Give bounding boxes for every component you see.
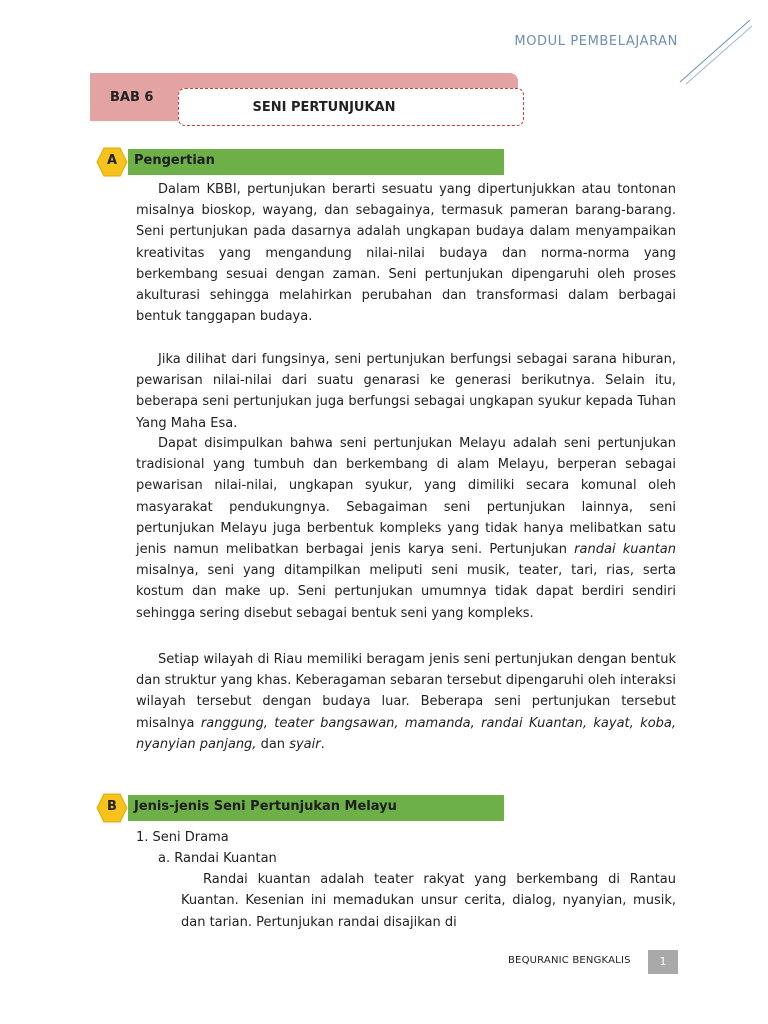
paragraph-riau-variety	[136, 649, 676, 755]
paragraph-riau-text-1: Setiap wilayah di Riau memiliki beragam jenis seni pertunjukan dengan bentuk dan struktur yang khas. Keberagaman sebaran tersebut dipengaruhi oleh interaksi wilayah tersebut dengan budaya luar. Beberapa seni pertunjukan tersebut misalnya	[136, 652, 676, 731]
paragraph-function: Jika dilihat dari fungsinya, seni pertunjukan berfungsi sebagai sarana hiburan, pewarisan nilai-nilai dari suatu genarasi ke generasi berikutnya. Selain itu, beberapa seni pertunjukan juga berfungsi sebagai ungkapan syukur kepada Tuhan Yang Maha Esa.	[136, 352, 676, 431]
page-number: 1	[648, 950, 678, 974]
section-b-letter: B	[107, 799, 117, 814]
paragraph-conclusion	[136, 433, 676, 624]
paragraph-riau-italic-2: syair	[289, 736, 321, 752]
section-b-title: Jenis-jenis Seni Pertunjukan Melayu	[134, 799, 397, 814]
corner-decoration-lines	[674, 18, 754, 88]
list-item-seni-drama: 1. Seni Drama	[136, 830, 229, 845]
paragraph-conclusion-text-1: Dapat disimpulkan bahwa seni pertunjukan Melayu adalah seni pertunjukan tradisional yang tumbuh dan berkembang di alam Melayu, berperan sebagai pewarisan nilai-nilai, ungkapan syukur, yang dimiliki secara komunal oleh masyarakat pendukungnya. Sebagaiman seni pertunjukan lainnya, seni pertunjukan Melayu juga berbentuk kompleks yang tidak hanya melibatkan satu jenis namun melibatkan berbagai jenis karya seni. Pertunjukan	[136, 436, 676, 558]
module-header-title: MODUL PEMBELAJARAN	[514, 34, 678, 49]
paragraph-riau-italic-1: ranggung, teater bangsawan, mamanda, randai Kuantan, kayat, koba, nyanyian panjang,	[136, 715, 676, 752]
section-a-title: Pengertian	[134, 153, 215, 168]
paragraph-riau-text-2: dan	[256, 736, 290, 752]
chapter-title: SENI PERTUNJUKAN	[252, 100, 396, 115]
list-item-randai-kuantan: a. Randai Kuantan	[158, 851, 277, 866]
footer-publisher: BEQURANIC BENGKALIS	[508, 955, 631, 966]
paragraph-definition: Dalam KBBI, pertunjukan berarti sesuatu yang dipertunjukkan atau tontonan misalnya bioskop, wayang, dan sebagainya, termasuk pameran barang-barang. Seni pertunjukan pada dasarnya adalah ungkapan budaya dalam menyampaikan kreativitas yang mengandung nilai-nilai budaya dan norma-norma yang berkembang sesuai dengan zaman. Seni pertunjukan dipengaruhi oleh proses akulturasi sehingga melahirkan perubahan dan transformasi dalam berbagai bentuk tanggapan budaya.	[136, 182, 676, 325]
paragraph-conclusion-text-2: misalnya, seni yang ditampilkan meliputi seni musik, teater, tari, rias, serta kostum dan make up. Seni pertunjukan umumnya tidak dapat berdiri sendiri sehingga sering disebut sebagai bentuk seni yang kompleks.	[136, 563, 676, 621]
paragraph-conclusion-italic: randai kuantan	[574, 542, 676, 558]
paragraph-riau-text-3: .	[320, 736, 325, 752]
section-a-letter: A	[106, 153, 118, 168]
paragraph-randai-kuantan: Randai kuantan adalah teater rakyat yang berkembang di Rantau Kuantan. Kesenian ini memadukan unsur cerita, dialog, nyanyian, musik, dan tarian. Pertunjukan randai disajikan di	[181, 872, 676, 930]
chapter-number: BAB 6	[110, 90, 154, 105]
